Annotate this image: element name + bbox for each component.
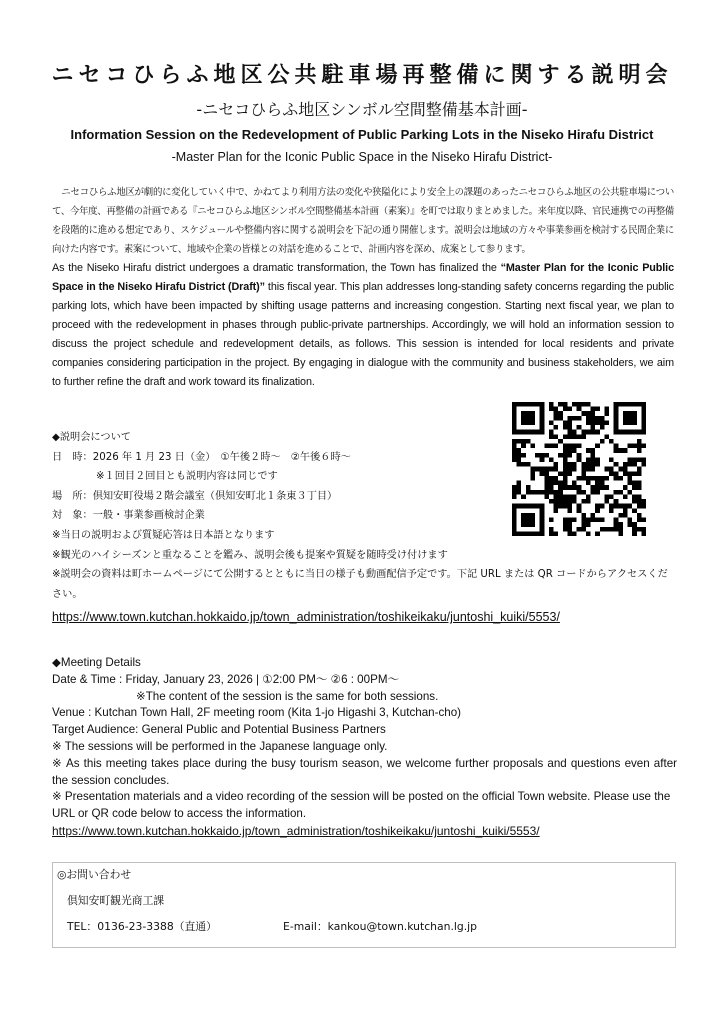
session-datetime-en: Date & Time : Friday, January 23, 2026 | ①2:00 PM～ ②6 : 00PM～ [52, 672, 400, 686]
session-note-materials-en: ※ Presentation materials and a video recording of the session will be posted on the official Town website. Please use the URL or QR code below to access the information. [52, 790, 671, 821]
session-datetime-note-en: ※The content of the session is the same for both sessions. [136, 689, 439, 703]
contact-phone: TEL：0136-23-3388（直通） [67, 920, 217, 933]
session-note-language-ja: ※当日の説明および質疑応答は日本語となります [52, 529, 275, 541]
intro-text-ja: ニセコひらふ地区が劇的に変化していく中で、かねてより利用方法の変化や狭隘化により安全上の課題のあったニセコひらふ地区の公共駐車場について、今年度、再整備の計画である『ニセコひらふ地区シンボル空間整備基本計画（素案）』を町では取りまとめました。来年度以降、官民連携での再整備を段階的に進める想定であり、スケジュールや整備内容に関する説明会を下記の通り開催します。説明会は地域の方々や事業参画を検討する民間企業に向けた内容です。素案について、地域や企業の皆様との対話を進めることで、計画内容を深め、成案として参ります。 [52, 187, 674, 255]
session-url-link-en[interactable]: https://www.town.kutchan.hokkaido.jp/town_administration/toshikeikaku/juntoshi_kuiki/5553/ [52, 823, 540, 838]
contact-email[interactable]: E-mail：kankou@town.kutchan.lg.jp [283, 920, 478, 933]
intro-text-en [52, 259, 674, 392]
page-title: ニセコひらふ地区公共駐車場再整備に関する説明会 [51, 63, 673, 88]
session-audience-ja: 対 象：一般・事業参画検討企業 [52, 510, 205, 522]
session-note-materials-ja: ※説明会の資料は町ホームページにて公開するとともに当日の様子も動画配信予定です。下記 URL または QR コードからアクセスください。 [52, 569, 668, 600]
session-url-link-ja[interactable]: https://www.town.kutchan.hokkaido.jp/town_administration/toshikeikaku/juntoshi_kuiki/5553/ [52, 610, 560, 625]
session-datetime-ja: 日 時：2026 年 1 月 23 日（金） ①午後２時～ ②午後６時～ [52, 451, 351, 463]
page-subtitle-en: -Master Plan for the Iconic Public Space in the Niseko Hirafu District- [171, 150, 553, 164]
session-details-ja [52, 428, 692, 629]
session-heading-ja: ◆説明会について [52, 432, 131, 443]
session-note-proposals-en: ※ As this meeting takes place during the busy tourism season, we welcome further proposals and questions even after the session concludes. [52, 756, 677, 787]
intro-en-plan-name: “Master Plan for the Iconic Public Space in the Niseko Hirafu District (Draft)” [52, 262, 674, 293]
intro-en-part1: As the Niseko Hirafu district undergoes a dramatic transformation, the Town has finalized the [52, 262, 501, 274]
session-venue-en: Venue : Kutchan Town Hall, 2F meeting room (Kita 1-jo Higashi 3, Kutchan-cho) [52, 706, 462, 720]
intro-en-part2: this fiscal year. This plan addresses long-standing safety concerns regarding the public parking lots, which have been impacted by shifting usage patterns and increasing congestion. Starting next fiscal year, we plan to proceed with the redevelopment in phases through public-private partnerships. Accordingly, we will hold an information session to discuss the project schedule and redevelopment details, as follows. This session is intended for local residents and private companies considering participation in the project. By engaging in dialogue with the community and business stakeholders, we aim to further refine the draft and work toward its finalization. [52, 281, 674, 388]
session-heading-en: ◆Meeting Details [52, 656, 141, 669]
session-note-language-en: ※ The sessions will be performed in the Japanese language only. [52, 739, 388, 753]
session-audience-en: Target Audience: General Public and Potential Business Partners [52, 723, 386, 737]
session-venue-ja: 場 所：倶知安町役場２階会議室（倶知安町北１条東３丁目） [52, 490, 338, 502]
session-note-proposals-ja: ※観光のハイシーズンと重なることを鑑み、説明会後も提案や質疑を随時受け付けます [52, 549, 448, 561]
session-details-en [52, 655, 677, 841]
intro-paragraph [52, 183, 674, 392]
contact-heading: ◎お問い合わせ [57, 868, 132, 881]
page-title-en: Information Session on the Redevelopment of Public Parking Lots in the Niseko Hirafu District [70, 127, 654, 142]
contact-box [52, 862, 676, 948]
session-datetime-note-ja: ※１回目２回目とも説明内容は同じです [96, 471, 278, 483]
page-subtitle-ja: -ニセコひらふ地区シンボル空間整備基本計画- [196, 100, 528, 119]
contact-department: 倶知安町観光商工課 [67, 894, 165, 907]
